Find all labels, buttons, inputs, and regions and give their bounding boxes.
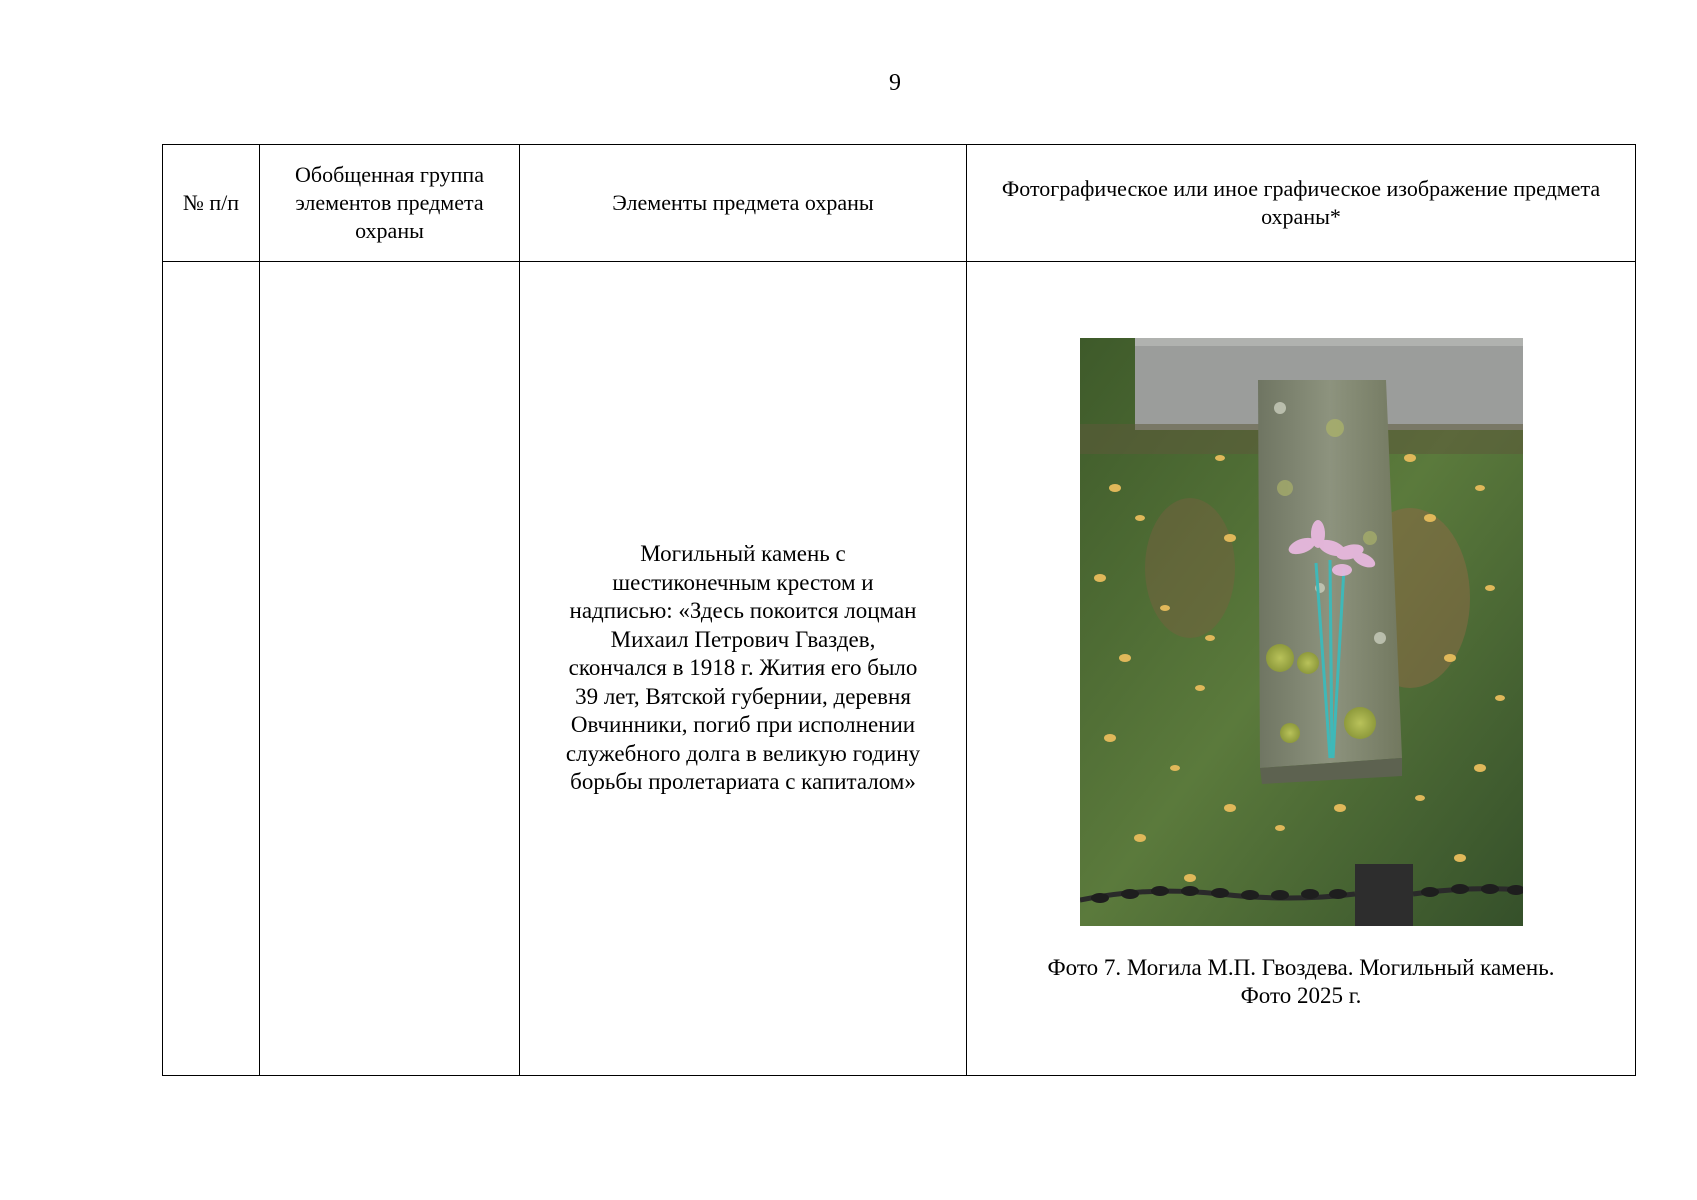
photo-block [967,328,1635,1010]
header-photo: Фотографическое или иное графическое изображение предмета охраны* [967,145,1636,262]
photo-caption-line2: Фото 2025 г. [1240,982,1362,1008]
elements-description: Могильный камень с шестиконечным крестом и надписью: «Здесь покоится лоцман Михаил Петрович Гваздев, скончался в 1918 г. Жития его было 39 лет, Вятской губернии, деревня Овчинники, погиб при исполнении служебного долга в великую годину борьбы пролетариата с капиталом» [565,541,921,795]
cell-num [163,262,260,1076]
photo-caption-line1: Фото 7. Могила М.П. Гвоздева. Могильный камень. [1047,954,1555,980]
photo-caption [1001,954,1601,1010]
page-number: 9 [889,70,901,96]
cell-group [260,262,520,1076]
header-num: № п/п [163,145,260,262]
protected-elements-table [162,144,1636,1076]
table-header-row [163,145,1636,262]
table-row [163,262,1636,1076]
grave-stone-illustration [1080,338,1523,926]
header-group: Обобщенная группа элементов предмета охраны [260,145,520,262]
header-elements: Элементы предмета охраны [520,145,967,262]
cell-elements [520,262,967,1076]
cell-photo [967,262,1636,1076]
grave-stone-photo [1080,338,1523,926]
